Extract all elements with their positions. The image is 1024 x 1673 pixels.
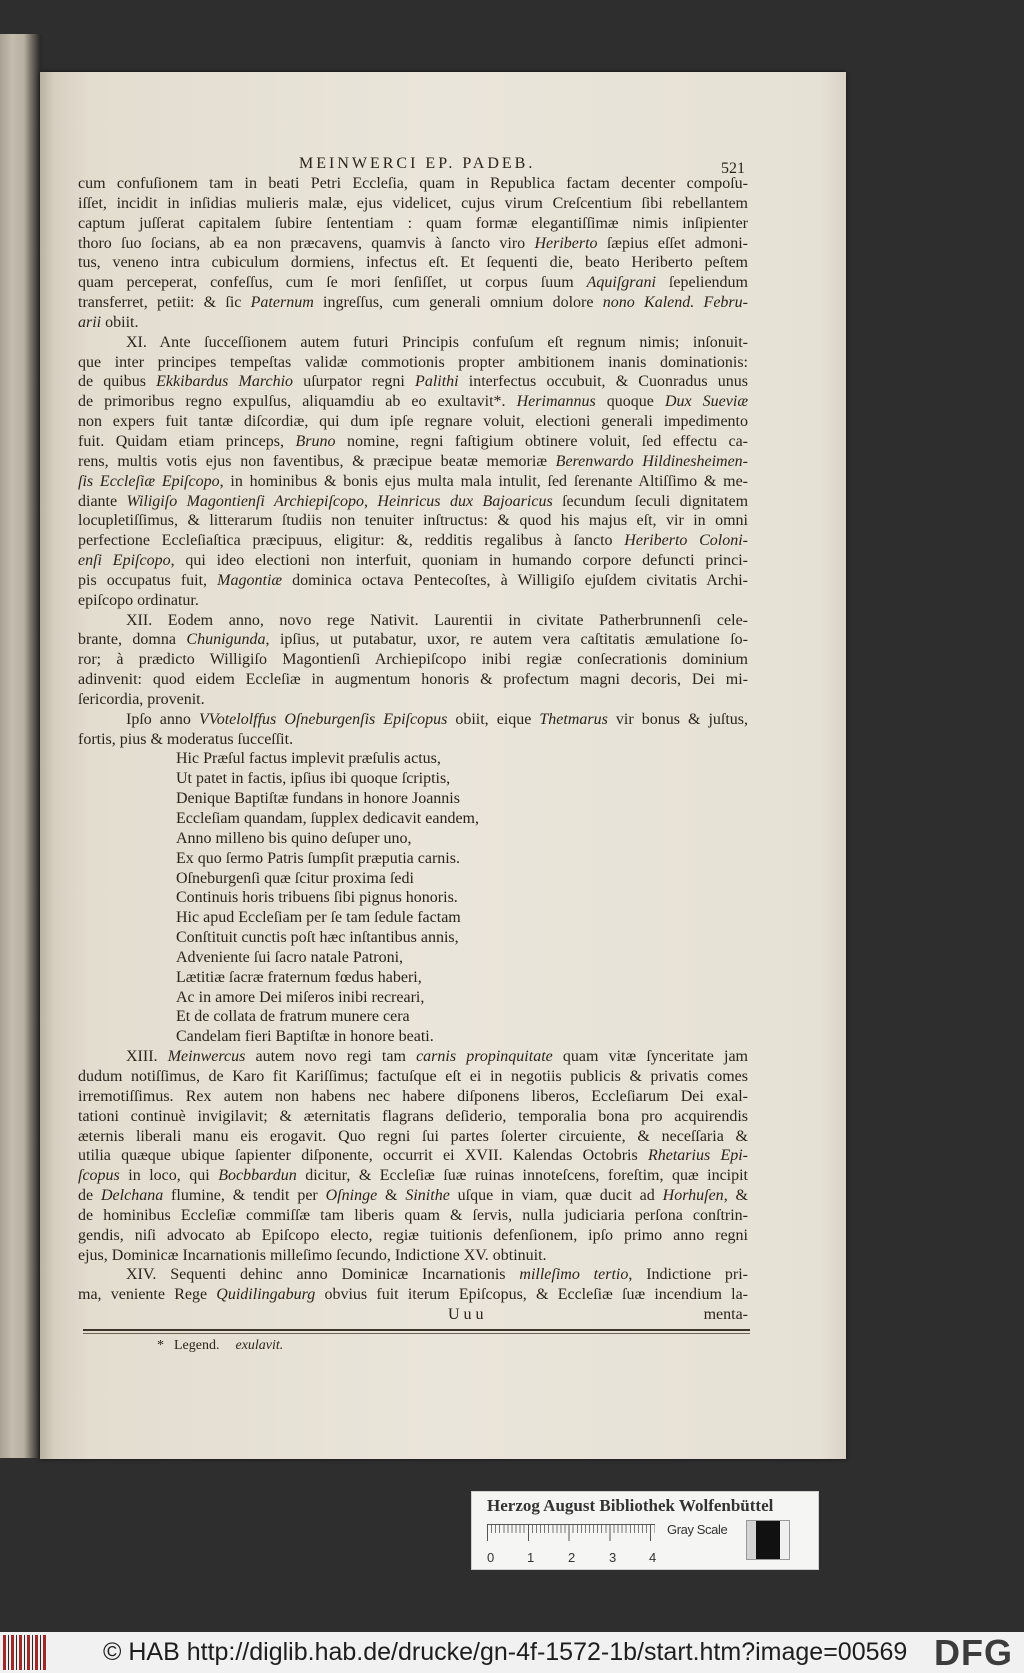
text-run: tus, veneno intra cubiculum dormiens, infectus eſt. Et ſequenti die, beato Heriberto peſtem [78, 254, 748, 272]
text-run: quoque [595, 393, 665, 411]
text-line [78, 551, 748, 571]
verse-line [78, 988, 748, 1008]
italic-run: enſi Epiſcopo [78, 552, 171, 570]
italic-run: Sinithe [405, 1187, 450, 1205]
italic-run: Palithi [415, 373, 459, 391]
text-run: vir bonus & juſtus, [607, 710, 748, 728]
verse-line [78, 888, 748, 908]
text-run: ror; à prædicto Willigiſo Magontienſi Archiepiſcopo inibi regiæ conſecrationis dominium [78, 651, 748, 669]
italic-run: Bocbbardun [218, 1167, 297, 1185]
text-line [78, 1206, 748, 1226]
text-run: Anno milleno bis quino deſuper uno, [176, 829, 412, 847]
signature-mark: Uuu [448, 1306, 488, 1323]
text-run: Denique Baptiſtæ fundans in honore Joannis [176, 790, 460, 808]
text-line [78, 452, 748, 472]
italic-run: Dux Sueviæ [664, 393, 748, 411]
text-run: , & [723, 1187, 748, 1205]
text-run: rens, multis votis ejus non faventibus, & præcipue beatæ memoriæ [78, 452, 556, 470]
text-run: cum confuſionem tam in beati Petri Eccleſia, quam in Republica factam decenter compoſu- [78, 175, 748, 192]
italic-run: ſcopus [78, 1167, 120, 1185]
text-line [78, 353, 748, 373]
text-line [78, 710, 748, 730]
verse-line [78, 908, 748, 928]
text-line [78, 234, 748, 254]
main-text [78, 174, 748, 1305]
scale-ruler [487, 1524, 655, 1542]
text-line [78, 1146, 748, 1166]
italic-run: Horhuſen [662, 1187, 724, 1205]
gray-swatches [746, 1520, 790, 1560]
text-run: Hic apud Eccleſiam per ſe tam ſedule factam [176, 909, 461, 927]
text-line [78, 571, 748, 591]
verse-line [78, 1027, 748, 1047]
text-run: æternis liberali manu eis erogavit. Quo regni ſui partes ſolerter circuiente, & neceſſaria & [78, 1127, 748, 1145]
text-run: Candelam fieri Baptiſtæ in honore beati. [176, 1028, 434, 1046]
color-chart-institution: Herzog August Bibliothek Wolfenbüttel [487, 1496, 774, 1515]
text-line [78, 630, 748, 650]
text-line [78, 1047, 748, 1067]
text-line [78, 472, 748, 492]
text-line [78, 1166, 748, 1186]
text-run: , qui ideo electioni non interfuit, quoniam in humando corpore defuncti princi- [170, 552, 748, 570]
text-line [78, 690, 748, 710]
text-line [78, 670, 748, 690]
text-run: dominica octava Pentecoſtes, à Willigiſo ejuſdem civitatis Archi- [282, 571, 748, 589]
text-run: autem novo regi tam [245, 1048, 417, 1066]
text-line [78, 313, 748, 333]
italic-run: nono Kalend. Febru- [602, 294, 748, 312]
verse-line [78, 789, 748, 809]
text-line [78, 174, 748, 194]
text-run: Ut patet in factis, ipſius ibi quoque ſcriptis, [176, 770, 451, 788]
text-run: XIV. Sequenti dehinc anno Dominicæ Incarnationis [126, 1266, 520, 1284]
text-run: interfectus occubuit, & Cuonradus unus [458, 373, 748, 391]
running-head: MEINWERCI EP. PADEB. [299, 155, 536, 172]
text-run: brante, domna [78, 631, 187, 649]
text-run: perfectione Eccleſiaſtica præcipuus, eligitur: &, redditis regalibus à ſancto [78, 532, 625, 550]
text-run: tationi continuè invigilavit; & æternitatis flagrans deſiderio, temporalia bona pro acquirendis [78, 1107, 748, 1125]
text-run: transferret, petiit: & ſic [78, 294, 251, 312]
text-run: iſſet, incidit in inſidias mulieris malæ, ejus videlicet, cujus virum Creſcentium ſibi rebellantem [78, 194, 748, 212]
verse-line [78, 829, 748, 849]
italic-run: Rhetarius Epi- [647, 1147, 748, 1165]
italic-run: Herimannus [516, 393, 596, 411]
text-run: in loco, qui [119, 1167, 219, 1185]
text-run: quam vitæ ſynceritate jam [552, 1048, 748, 1066]
text-run: & [377, 1187, 406, 1205]
text-line [78, 273, 748, 293]
italic-run: Heinricus dux Bajoaricus [377, 492, 553, 510]
color-chart [471, 1491, 819, 1570]
text-line [78, 253, 748, 273]
text-run: XIII. [126, 1048, 168, 1066]
footnote-italic: exulavit. [235, 1338, 284, 1353]
italic-run: Bruno [295, 432, 336, 450]
italic-run: Chunigunda [186, 631, 266, 649]
text-run: ingreſſus, cum generali omnium dolore [313, 294, 603, 312]
italic-run: ſis Eccleſiæ Epiſcopo [78, 472, 220, 490]
italic-run: milleſimo tertio [519, 1266, 629, 1284]
text-run: quam perceperat, confeſſus, cum ſe mori ſenſiſſet, ut corpus ſuum [78, 274, 587, 292]
verse-line [78, 968, 748, 988]
scale-number: 0 [487, 1550, 495, 1565]
text-run: Continuis horis tribuens ſibi pignus honoris. [176, 889, 458, 907]
footnote-text: Legend. [174, 1338, 220, 1353]
text-run: utilia quæque ubique ſapienter diſponente, occurrit ei XVII. Kalendas Octobris [78, 1147, 648, 1165]
text-run: XI. Ante ſucceſſionem autem futuri Principis confuſum eſt regnum nimis; inſonuit- [126, 333, 748, 351]
text-line [78, 591, 748, 611]
verse-line [78, 1007, 748, 1027]
text-line [78, 650, 748, 670]
text-run: obvius fuit iterum Epiſcopus, & Eccleſiæ ſuæ incendium la- [315, 1286, 748, 1304]
text-line [78, 333, 748, 353]
footnote-mark: * [157, 1338, 164, 1353]
italic-run: Quidilingaburg [216, 1286, 316, 1304]
text-run: Et de collata de fratrum munere cera [176, 1008, 410, 1026]
text-run: uſurpator regni [293, 373, 416, 391]
verse-line [78, 869, 748, 889]
text-line [78, 1226, 748, 1246]
text-run: Ac in amore Dei miſeros inibi recreari, [176, 988, 425, 1006]
text-run: diante [78, 492, 127, 510]
text-run: irremotiſſimus. Rex autem non habens nec habere diſponens liberos, Eccleſiarum Dei exal- [78, 1087, 748, 1105]
text-run: Hic Præſul factus implevit præſulis actus, [176, 750, 441, 768]
text-line [78, 392, 748, 412]
text-line [78, 432, 748, 452]
text-run: XII. Eodem anno, novo rege Nativit. Laurentii in civitate Patherbrunnenſi cele- [126, 611, 748, 629]
text-run: fortis, pius & moderatus ſucceſſit. [78, 730, 294, 748]
verse-line [78, 948, 748, 968]
text-run: dudum notiſſimus, de Karo fit Kariſſimus; factuſque eſt ei in negotiis publicis & privatis comes [78, 1067, 748, 1085]
scale-number: 3 [609, 1550, 617, 1565]
italic-run: Berenwardo Hildinesheimen- [555, 452, 748, 470]
text-line [78, 611, 748, 631]
text-run: uſque in viam, quæ ducit ad [449, 1187, 663, 1205]
text-line [78, 194, 748, 214]
text-run: thoro ſuo ſocians, ab ea non præcavens, quamvis à ſancto viro [78, 234, 535, 252]
text-line [78, 1127, 748, 1147]
verse-line [78, 749, 748, 769]
text-line [78, 511, 748, 531]
text-run: flumine, & tendit per [163, 1187, 326, 1205]
text-line [78, 1087, 748, 1107]
dfg-logo: DFG [934, 1632, 1013, 1673]
verse-line [78, 849, 748, 869]
direction-line [78, 1305, 748, 1325]
page-number: 521 [721, 160, 745, 177]
text-run: Ipſo anno [126, 710, 199, 728]
text-run: Eccleſiam quandam, ſupplex dedicavit eandem, [176, 810, 479, 827]
text-run: Conſtituit cunctis poſt hæc inſtantibus annis, [176, 929, 459, 947]
italic-run: Aquiſgrani [586, 274, 656, 292]
text-run: Adveniente ſui ſacro natale Patroni, [176, 948, 404, 966]
text-run: , Indictione pri- [628, 1266, 748, 1284]
text-run: locupletiſſimus, & litterarum ſtudiis non tenuiter inſtructus: & quod his majus eſt, vir in omni [78, 512, 748, 530]
text-run: nomine, regni faſtigium obtinere voluit, ſed effectu ca- [335, 432, 748, 450]
text-run: ſæpius eſſet admoni- [597, 234, 748, 252]
text-line [78, 372, 748, 392]
scale-number: 2 [568, 1550, 576, 1565]
text-run: Lætitiæ ſacræ fraternum fœdus haberi, [176, 968, 422, 986]
text-run: dicitur, & Eccleſiæ ſuæ ruinas innoteſcens, foreſtim, quæ incipit [296, 1167, 748, 1185]
text-run: non expers fuit tantæ diſcordiæ, qui dum ipſe regnare voluit, electioni generali impedimento [78, 413, 748, 431]
text-run: gendis, niſi advocato ab Epiſcopo electo, regiæ tuitionis defenſionem, ipſo primo anno regni [78, 1226, 748, 1244]
italic-run: Thetmarus [539, 710, 608, 728]
previous-page-edge [0, 34, 44, 1458]
text-line [78, 531, 748, 551]
scale-number: 4 [649, 1550, 657, 1565]
text-run: ſecundum ſeculi dignitatem [552, 492, 748, 510]
gray-scale-label: Gray Scale [667, 1522, 728, 1537]
text-run: epiſcopo ordinatur. [78, 591, 199, 609]
permalink-text: © HAB http://diglib.hab.de/drucke/gn-4f-1572-1b/start.htm?image=00569 [103, 1638, 908, 1666]
text-line [78, 1067, 748, 1087]
text-run: ejus, Dominicæ Incarnationis milleſimo ſecundo, Indictione XV. obtinuit. [78, 1246, 547, 1264]
catchword: menta- [703, 1306, 748, 1323]
text-run: de primoribus regno expulſus, aliquamdiu ab eo exultavit*. [78, 393, 517, 411]
text-line [78, 1265, 748, 1285]
text-run: ſericordia, provenit. [78, 690, 205, 708]
verse-line [78, 769, 748, 789]
text-line [78, 1107, 748, 1127]
text-run: de [78, 1187, 101, 1205]
italic-run: Wiligiſo Magontienſi Archiepiſcopo [126, 492, 364, 510]
text-run: , in hominibus & bonis ejus multa mala intulit, ſed ſerenante Altiſſimo & me- [219, 472, 748, 490]
text-run: , ipſius, ut putabatur, uxor, re autem vera caſtitatis æmulatione ſo- [265, 631, 748, 649]
text-line [78, 492, 748, 512]
text-run: ma, veniente Rege [78, 1286, 217, 1304]
italic-run: Meinwercus [167, 1048, 246, 1066]
italic-run: Ekkibardus Marchio [156, 373, 294, 391]
text-run: de hominibus Eccleſiæ commiſſæ tam liberis quam & ſervis, nulla judiciaria perſona conſtrin- [78, 1206, 748, 1224]
italic-run: carnis propinquitate [416, 1048, 553, 1066]
verse-line [78, 928, 748, 948]
text-run: fuit. Quidam etiam princeps, [78, 432, 296, 450]
text-line [78, 1285, 748, 1305]
text-line [78, 293, 748, 313]
text-line [78, 412, 748, 432]
text-run: , [364, 492, 378, 510]
text-run: adinvenit: quod eidem Eccleſiæ in augmentum honoris & profectum magni decoris, Dei mi- [78, 671, 748, 689]
text-line [78, 214, 748, 234]
text-line [78, 1246, 748, 1266]
verse-line [78, 809, 748, 829]
scale-number: 1 [527, 1550, 535, 1565]
italic-run: Heriberto [534, 234, 598, 252]
text-line [78, 730, 748, 750]
italic-run: Delchana [100, 1187, 164, 1205]
italic-run: Oſninge [325, 1187, 378, 1205]
italic-run: Magontiæ [217, 571, 283, 589]
italic-run: Heriberto Coloni- [624, 532, 748, 550]
text-run: que inter principes tempeſtas validæ commotionis propter ambitionem inanis dominationis: [78, 353, 748, 371]
text-run: Oſneburgenſi quæ ſcitur proxima ſedi [176, 869, 414, 887]
text-run: Ex quo ſermo Patris ſumpſit præputia carnis. [176, 849, 460, 867]
text-run: pis occupatus fuit, [78, 571, 218, 589]
italic-run: VVotelolffus Oſneburgenſis Epiſcopus [198, 710, 448, 728]
italic-run: arii [78, 313, 102, 331]
hab-logo-icon [3, 1635, 47, 1670]
text-run: de quibus [78, 373, 157, 391]
text-run: ſepeliendum [655, 274, 748, 292]
italic-run: Paternum [250, 294, 314, 312]
text-run: obiit, eique [447, 710, 540, 728]
footer-bar [0, 1632, 1024, 1673]
footnote [157, 1337, 283, 1355]
text-run: obiit. [101, 313, 139, 331]
text-line [78, 1186, 748, 1206]
footnote-rule [83, 1329, 750, 1334]
text-run: captum juſſerat capitalem ſubire ſententiam : quam formæ elegantiſſimæ nimis inſipienter [78, 214, 748, 232]
